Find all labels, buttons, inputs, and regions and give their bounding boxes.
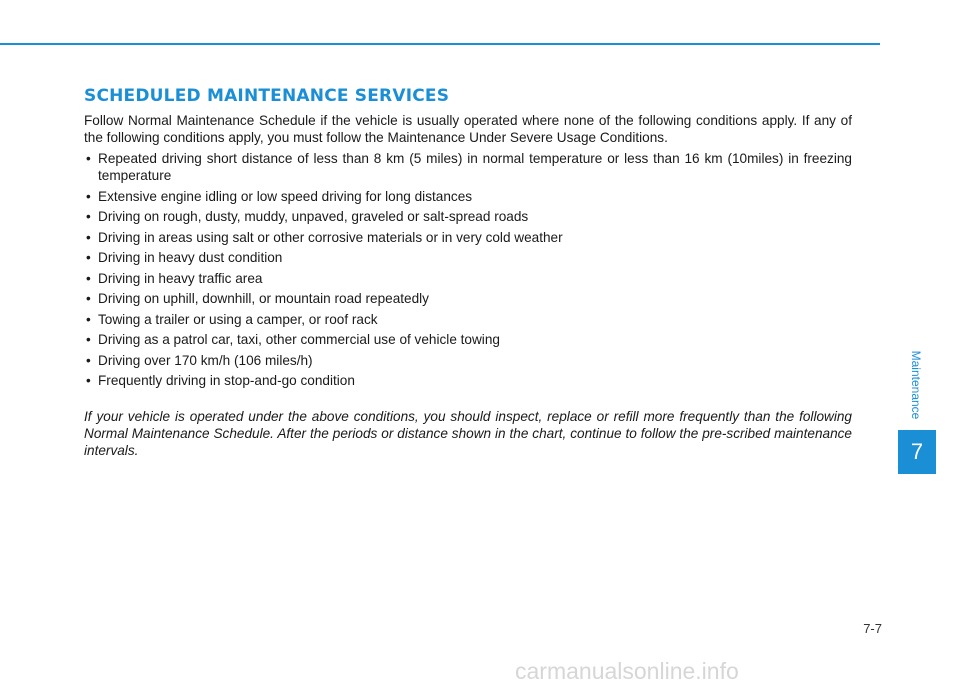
bullet-icon: • <box>86 373 91 388</box>
list-item <box>84 372 852 389</box>
intro-paragraph: Follow Normal Maintenance Schedule if the vehicle is usually operated where none of the following conditions apply. If any of the following conditions apply, you must follow the Maintenance Under Severe Usage Conditions. <box>84 113 852 145</box>
watermark: carmanualsonline.info <box>515 658 739 684</box>
list-item <box>84 249 852 266</box>
list-item <box>84 188 852 205</box>
list-item <box>84 311 852 328</box>
section-title: SCHEDULED MAINTENANCE SERVICES <box>84 86 450 106</box>
list-item <box>84 352 852 369</box>
bullet-icon: • <box>86 209 91 224</box>
condition-text: Driving on rough, dusty, muddy, unpaved, graveled or salt-spread roads <box>98 209 529 224</box>
condition-text: Driving on uphill, downhill, or mountain road repeatedly <box>98 291 429 306</box>
condition-text: Towing a trailer or using a camper, or roof rack <box>98 311 378 327</box>
page-number: 7-7 <box>863 621 882 636</box>
bullet-icon: • <box>86 188 91 204</box>
maintenance-note: If your vehicle is operated under the above conditions, you should inspect, replace or refill more frequently than the following Normal Maintenance Schedule. After the periods or distance shown in the chart, continue to follow the pre-scribed maintenance intervals. <box>84 409 852 458</box>
condition-text: Driving as a patrol car, taxi, other commercial use of vehicle towing <box>98 332 500 347</box>
condition-text: Extensive engine idling or low speed driving for long distances <box>98 188 473 204</box>
list-item <box>84 270 852 287</box>
chapter-label: Maintenance <box>909 350 923 420</box>
list-item <box>84 150 852 184</box>
chapter-number-badge: 7 <box>898 430 936 474</box>
condition-text: Driving over 170 km/h (106 miles/h) <box>98 352 313 368</box>
severe-conditions-list <box>84 150 852 389</box>
bullet-icon: • <box>86 151 91 166</box>
bullet-icon: • <box>86 250 91 265</box>
bullet-icon: • <box>86 352 91 368</box>
list-item <box>84 208 852 225</box>
bullet-icon: • <box>86 311 91 327</box>
chapter-side-tab <box>898 340 934 430</box>
condition-text: Frequently driving in stop-and-go condition <box>98 373 355 388</box>
condition-text: Repeated driving short distance of less than 8 km (5 miles) in normal temperature or less than 16 km (10miles) in freezing temperature <box>98 151 852 183</box>
list-item <box>84 290 852 307</box>
condition-text: Driving in heavy dust condition <box>98 250 283 265</box>
list-item <box>84 331 852 348</box>
list-item <box>84 229 852 246</box>
condition-text: Driving in areas using salt or other corrosive materials or in very cold weather <box>98 229 563 245</box>
header-rule <box>0 43 880 45</box>
condition-text: Driving in heavy traffic area <box>98 270 263 286</box>
bullet-icon: • <box>86 291 91 306</box>
bullet-icon: • <box>86 229 91 245</box>
bullet-icon: • <box>86 332 91 347</box>
bullet-icon: • <box>86 270 91 286</box>
main-content <box>84 112 852 459</box>
